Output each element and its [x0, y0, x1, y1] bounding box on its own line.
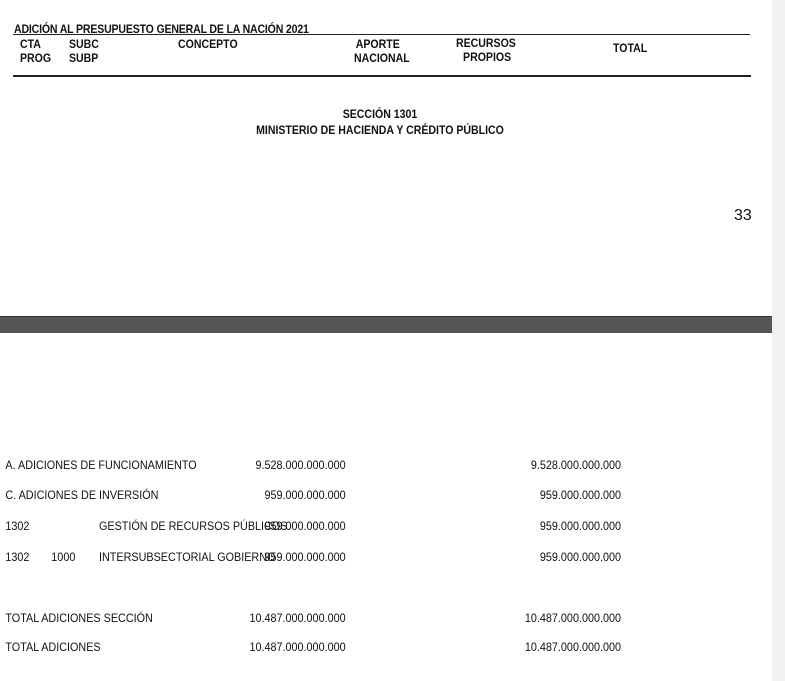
- col-cta: CTA PROG: [20, 37, 52, 65]
- col-recursos-propios: RECURSOS PROPIOS: [456, 36, 516, 64]
- col-total: TOTAL: [613, 41, 648, 55]
- header-rule-bottom: [13, 75, 751, 77]
- page-number: 33: [734, 207, 752, 224]
- total-row-section: TOTAL ADICIONES SECCIÓN 10.487.000.000.000 10.487.000.000.000: [5, 611, 621, 625]
- col-aporte-nacional: APORTE NACIONAL: [354, 37, 410, 65]
- table-row: C. ADICIONES DE INVERSIÓN 959.000.000.000 959.000.000.000: [5, 488, 621, 502]
- table-row: A. ADICIONES DE FUNCIONAMIENTO 9.528.000.000.000 9.528.000.000.000: [5, 458, 621, 472]
- section-code: SECCIÓN 1301: [342, 107, 418, 121]
- col-concepto: CONCEPTO: [178, 37, 238, 51]
- header-rule-top: [13, 34, 750, 35]
- table-row: 1302 1000 INTERSUBSECTORIAL GOBIERNO 959.000.000.000 959.000.000.000: [5, 550, 621, 564]
- total-row-grand: TOTAL ADICIONES 10.487.000.000.000 10.487.000.000.000: [5, 640, 621, 654]
- table-row: 1302 GESTIÓN DE RECURSOS PÚBLICOS 959.000.000.000 959.000.000.000: [5, 519, 621, 533]
- document-page-top: [0, 0, 772, 316]
- viewer-side-strip: [772, 0, 785, 681]
- page-separator: [0, 316, 772, 334]
- section-name: MINISTERIO DE HACIENDA Y CRÉDITO PÚBLICO: [256, 123, 504, 137]
- document-page-bottom: [0, 333, 772, 681]
- col-subc: SUBC SUBP: [69, 37, 99, 65]
- document-title: ADICIÓN AL PRESUPUESTO GENERAL DE LA NACIÓN 2021: [14, 22, 309, 36]
